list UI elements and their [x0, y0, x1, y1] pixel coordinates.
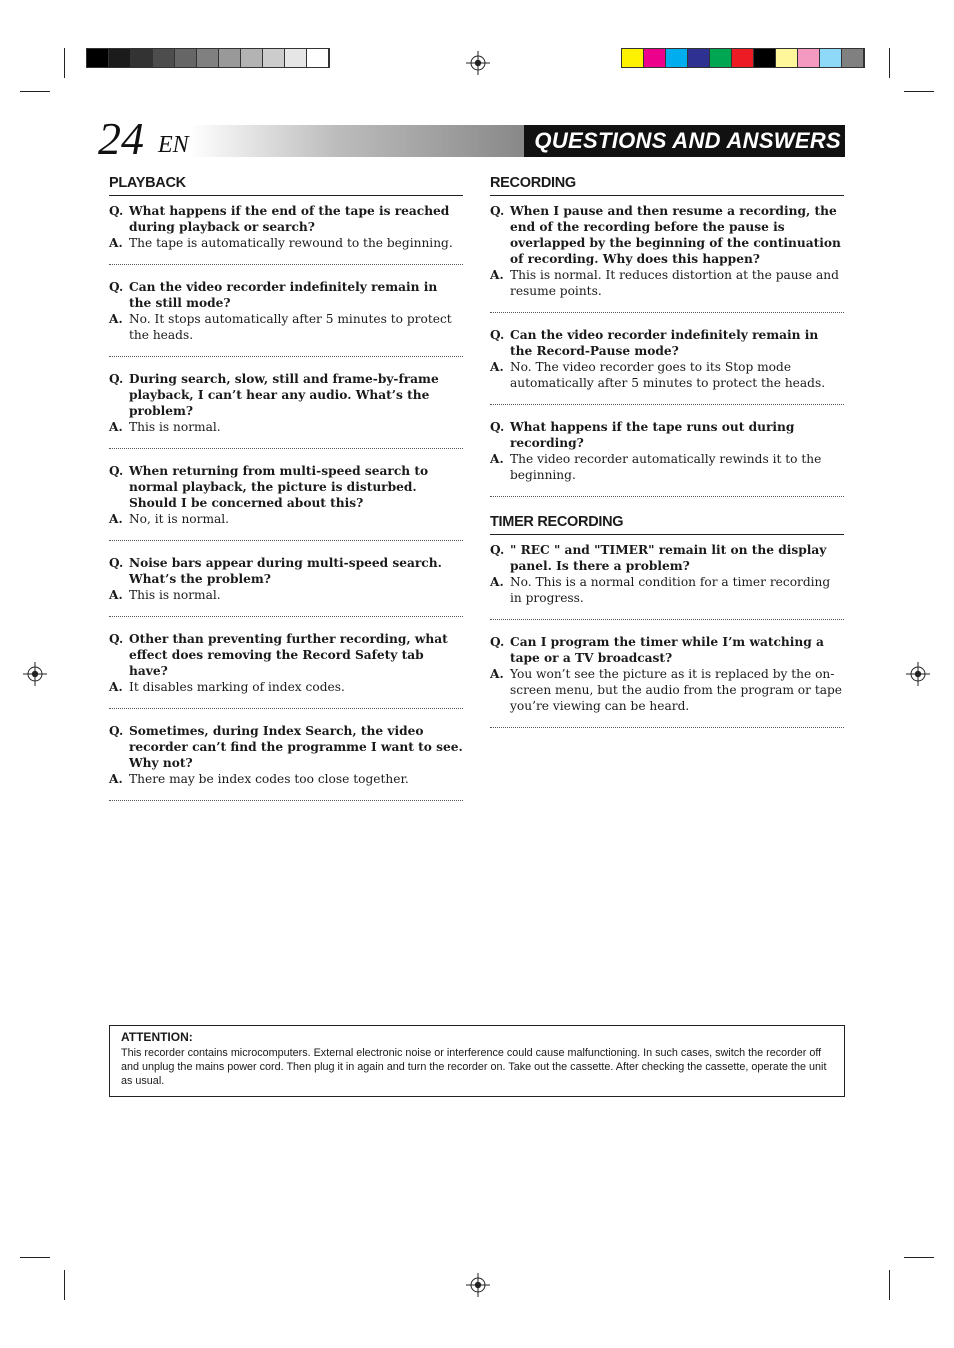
answer-text: No. This is a normal condition for a timer recording in progress.	[510, 575, 831, 605]
question-text: When returning from multi-speed search to normal playback, the picture is disturbed. Should I be concerned about this?	[129, 464, 429, 510]
process-color-calibration-strip	[621, 48, 865, 68]
timer-qa-list	[490, 542, 844, 729]
qa-item	[490, 327, 844, 391]
answer	[109, 587, 463, 603]
color-swatch	[175, 49, 197, 67]
question-text: Can the video recorder indefinitely remain in the Record-Pause mode?	[510, 328, 819, 358]
question-label: Q.	[490, 328, 505, 342]
crop-mark-tr-h	[904, 91, 934, 92]
answer-label: A.	[109, 420, 123, 434]
qa-item	[109, 555, 463, 603]
question-label: Q.	[490, 543, 505, 557]
answer	[490, 574, 844, 606]
color-swatch	[263, 49, 285, 67]
answer	[109, 419, 463, 435]
dotted-separator	[490, 496, 844, 498]
answer	[109, 771, 463, 787]
color-swatch	[842, 49, 864, 67]
question	[109, 555, 463, 587]
dotted-separator	[109, 708, 463, 710]
color-swatch	[776, 49, 798, 67]
color-swatch	[153, 49, 175, 67]
color-swatch	[622, 49, 644, 67]
answer-text: The tape is automatically rewound to the beginning.	[129, 236, 453, 250]
color-swatch	[131, 49, 153, 67]
answer-label: A.	[109, 236, 123, 250]
question-text: What happens if the tape runs out during recording?	[510, 420, 795, 450]
answer	[490, 451, 844, 483]
qa-item	[490, 419, 844, 483]
answer-label: A.	[109, 772, 123, 786]
color-swatch	[219, 49, 241, 67]
title-gradient-bar	[190, 125, 845, 157]
question	[490, 419, 844, 451]
dotted-separator	[109, 616, 463, 618]
question-text: Noise bars appear during multi-speed search. What’s the problem?	[129, 556, 442, 586]
dotted-separator	[109, 356, 463, 358]
answer	[109, 679, 463, 695]
answer-text: No, it is normal.	[129, 512, 230, 526]
registration-mark-icon	[906, 662, 930, 686]
crop-mark-tl-h	[20, 91, 50, 92]
answer	[109, 311, 463, 343]
qa-item	[490, 542, 844, 606]
answer-label: A.	[109, 680, 123, 694]
answer-text: The video recorder automatically rewinds it to the beginning.	[510, 452, 822, 482]
question	[490, 327, 844, 359]
dotted-separator	[490, 619, 844, 621]
grayscale-calibration-strip	[86, 48, 330, 68]
answer-text: No. The video recorder goes to its Stop mode automatically after 5 minutes to protect the heads.	[510, 360, 826, 390]
answer-text: This is normal.	[129, 588, 221, 602]
section-heading-timer-recording: TIMER RECORDING	[490, 511, 844, 535]
left-column	[109, 172, 463, 815]
right-column	[490, 172, 844, 742]
question-label: Q.	[490, 204, 505, 218]
question-label: Q.	[109, 556, 124, 570]
color-swatch	[109, 49, 131, 67]
answer-label: A.	[490, 452, 504, 466]
answer-label: A.	[109, 588, 123, 602]
question	[109, 723, 463, 771]
answer-label: A.	[109, 312, 123, 326]
color-swatch	[732, 49, 754, 67]
question	[109, 279, 463, 311]
answer-label: A.	[490, 575, 504, 589]
question-text: Can the video recorder indefinitely remain in the still mode?	[129, 280, 438, 310]
dotted-separator	[109, 800, 463, 802]
attention-title: ATTENTION:	[121, 1030, 193, 1044]
question-text: Sometimes, during Index Search, the video recorder can’t find the programme I want to see. Why not?	[129, 724, 463, 770]
color-swatch	[307, 49, 329, 67]
title-box	[524, 125, 845, 157]
question	[109, 463, 463, 511]
question	[490, 542, 844, 574]
question-label: Q.	[109, 280, 124, 294]
dotted-separator	[490, 404, 844, 406]
recording-qa-list	[490, 203, 844, 498]
answer	[490, 666, 844, 714]
answer-label: A.	[490, 360, 504, 374]
attention-box	[109, 1025, 845, 1097]
attention-body: This recorder contains microcomputers. External electronic noise or interference could cause malfunctioning. In such cases, switch the recorder off and unplug the mains power cord. Then plug it in again and turn the recorder on. Take out the cassette. After checking the cassette, operate the unit as usual.	[121, 1047, 827, 1087]
question	[109, 371, 463, 419]
question-text: What happens if the end of the tape is reached during playback or search?	[129, 204, 450, 234]
answer-label: A.	[490, 268, 504, 282]
crop-mark-tr-v	[889, 48, 890, 78]
section-heading-playback: PLAYBACK	[109, 172, 463, 196]
color-swatch	[87, 49, 109, 67]
question-label: Q.	[109, 464, 124, 478]
crop-mark-br-v	[889, 1270, 890, 1300]
crop-mark-bl-h	[20, 1257, 50, 1258]
answer-label: A.	[490, 667, 504, 681]
question-label: Q.	[109, 372, 124, 386]
section-heading-recording: RECORDING	[490, 172, 844, 196]
dotted-separator	[109, 540, 463, 542]
question-label: Q.	[490, 420, 505, 434]
qa-item	[490, 203, 844, 299]
question-text: Other than preventing further recording, what effect does removing the Record Safety tab have?	[129, 632, 448, 678]
question	[109, 631, 463, 679]
question	[490, 203, 844, 267]
question-label: Q.	[490, 635, 505, 649]
crop-mark-bl-v	[64, 1270, 65, 1300]
color-swatch	[688, 49, 710, 67]
registration-mark-icon	[23, 662, 47, 686]
answer-text: This is normal.	[129, 420, 221, 434]
page-title: QUESTIONS AND ANSWERS	[534, 128, 841, 153]
color-swatch	[285, 49, 307, 67]
color-swatch	[820, 49, 842, 67]
question-text: When I pause and then resume a recording, the end of the recording before the pause is overlapped by the beginning of the continuation of recording. Why does this happen?	[510, 204, 841, 266]
answer-text: No. It stops automatically after 5 minutes to protect the heads.	[129, 312, 452, 342]
qa-item	[109, 203, 463, 251]
color-swatch	[241, 49, 263, 67]
question	[490, 634, 844, 666]
question-label: Q.	[109, 724, 124, 738]
crop-mark-tl-v	[64, 48, 65, 78]
answer-label: A.	[109, 512, 123, 526]
answer-text: It disables marking of index codes.	[129, 680, 345, 694]
question-text: Can I program the timer while I’m watching a tape or a TV broadcast?	[510, 635, 824, 665]
qa-item	[109, 723, 463, 787]
color-swatch	[197, 49, 219, 67]
color-swatch	[754, 49, 776, 67]
question-label: Q.	[109, 204, 124, 218]
page-language: EN	[158, 132, 189, 158]
qa-item	[109, 279, 463, 343]
answer-text: You won’t see the picture as it is replaced by the on-screen menu, but the audio from the program or tape you’re viewing can be heard.	[510, 667, 842, 713]
question-label: Q.	[109, 632, 124, 646]
answer	[490, 267, 844, 299]
dotted-separator	[490, 727, 844, 729]
question-text: " REC " and "TIMER" remain lit on the display panel. Is there a problem?	[510, 543, 827, 573]
qa-item	[109, 631, 463, 695]
question	[109, 203, 463, 235]
registration-mark-icon	[466, 1273, 490, 1297]
page-number: 24	[98, 113, 144, 164]
color-swatch	[798, 49, 820, 67]
answer-text: There may be index codes too close together.	[129, 772, 409, 786]
qa-item	[109, 371, 463, 435]
answer	[109, 511, 463, 527]
answer-text: This is normal. It reduces distortion at the pause and resume points.	[510, 268, 839, 298]
qa-item	[490, 634, 844, 714]
color-swatch	[644, 49, 666, 67]
playback-qa-list	[109, 203, 463, 802]
answer	[109, 235, 463, 251]
qa-item	[109, 463, 463, 527]
dotted-separator	[490, 312, 844, 314]
registration-mark-icon	[466, 51, 490, 75]
dotted-separator	[109, 448, 463, 450]
answer	[490, 359, 844, 391]
dotted-separator	[109, 264, 463, 266]
color-swatch	[666, 49, 688, 67]
crop-mark-br-h	[904, 1257, 934, 1258]
color-swatch	[710, 49, 732, 67]
question-text: During search, slow, still and frame-by-frame playback, I can’t hear any audio. What’s the problem?	[129, 372, 439, 418]
